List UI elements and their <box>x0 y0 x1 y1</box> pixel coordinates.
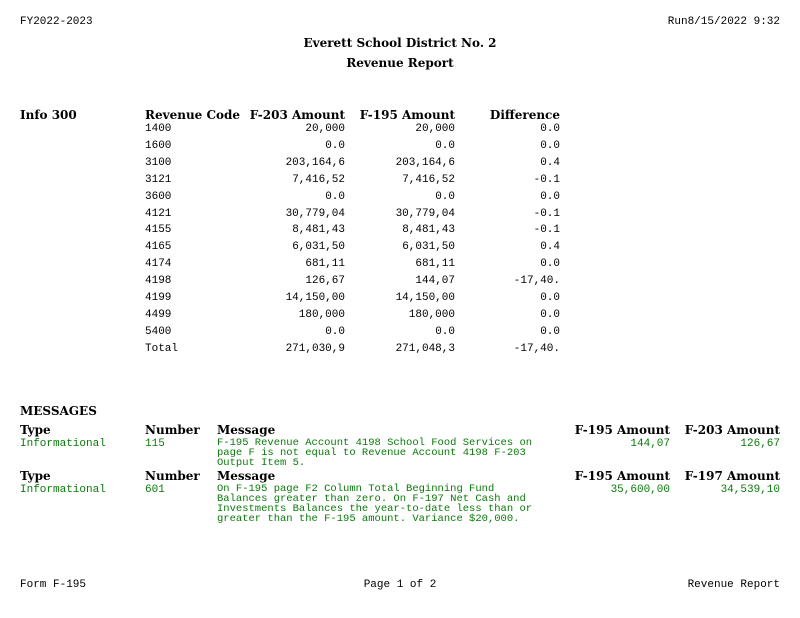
message-text-header: Message <box>217 423 276 437</box>
row-f203: 271,030,9 <box>285 342 345 355</box>
row-code: 5400 <box>145 325 172 338</box>
row-f195: 271,048,3 <box>395 342 455 355</box>
row-diff: 0.0 <box>540 123 560 135</box>
message-amount1: 35,600,00 <box>610 484 670 496</box>
row-code: 4198 <box>145 275 172 288</box>
row-f203: 20,000 <box>305 123 345 135</box>
row-code: 4499 <box>145 308 172 321</box>
row-diff: -17,40. <box>513 342 560 355</box>
col-code-header: Revenue Code <box>145 108 241 122</box>
message-text: F-195 Revenue Account 4198 School Food Services on page F is not equal to Revenue Account 4198 F-203 Output Item 5. <box>217 437 533 469</box>
message-amount2-header: F-203 Amount <box>684 423 780 437</box>
district-name: Everett School District No. 2 <box>303 36 497 50</box>
message-type-header: Type <box>20 423 51 437</box>
footer-form: Form F-195 <box>20 579 87 591</box>
col-info-header: Info 300 <box>20 108 77 122</box>
row-f195: 7,416,52 <box>402 173 455 186</box>
message-type: Informational <box>20 484 106 496</box>
message-amount2: 126,67 <box>740 438 780 450</box>
row-diff: 0.0 <box>540 190 560 203</box>
row-f195: 14,150,00 <box>395 292 455 304</box>
row-diff: 0.0 <box>540 258 560 271</box>
message-amount1: 144,07 <box>630 438 670 450</box>
row-f203: 6,031,50 <box>292 241 345 254</box>
row-f203: 203,164,6 <box>285 156 345 169</box>
row-diff: -17,40. <box>513 275 560 288</box>
row-diff: -0.1 <box>533 224 560 237</box>
row-code: 4165 <box>145 241 172 254</box>
message-number: 601 <box>145 484 165 496</box>
row-code: 4121 <box>145 207 172 220</box>
row-diff: 0.0 <box>540 139 560 152</box>
message-type: Informational <box>20 438 106 450</box>
row-f195: 681,11 <box>415 258 455 271</box>
message-amount1-header: F-195 Amount <box>574 423 670 437</box>
row-f203: 0.0 <box>325 139 345 152</box>
row-diff: 0.0 <box>540 325 560 338</box>
row-diff: 0.0 <box>540 292 560 304</box>
message-text-header: Message <box>217 469 276 483</box>
row-f203: 8,481,43 <box>292 224 345 237</box>
col-f195-header: F-195 Amount <box>359 108 455 122</box>
row-f195: 0.0 <box>435 190 455 203</box>
row-diff: 0.4 <box>540 241 560 254</box>
row-f195: 180,000 <box>408 308 455 321</box>
message-type-header: Type <box>20 469 51 483</box>
footer-report: Revenue Report <box>687 579 780 591</box>
row-f195: 20,000 <box>415 123 455 135</box>
row-f195: 8,481,43 <box>402 224 455 237</box>
message-amount1-header: F-195 Amount <box>574 469 670 483</box>
row-f203: 14,150,00 <box>285 292 345 304</box>
col-f203-header: F-203 Amount <box>249 108 345 122</box>
row-f195: 144,07 <box>415 275 455 288</box>
row-code: 4155 <box>145 224 172 237</box>
row-f203: 0.0 <box>325 190 345 203</box>
row-f203: 180,000 <box>298 308 345 321</box>
run-timestamp: Run8/15/2022 9:32 <box>667 16 780 28</box>
row-code: 3100 <box>145 156 172 169</box>
row-f195: 30,779,04 <box>395 207 455 220</box>
row-f203: 7,416,52 <box>292 173 345 186</box>
row-code: 1400 <box>145 123 172 135</box>
fiscal-year: FY2022-2023 <box>20 16 93 28</box>
row-f195: 6,031,50 <box>402 241 455 254</box>
footer-page: Page 1 of 2 <box>363 579 437 591</box>
row-code: 1600 <box>145 139 172 152</box>
message-text: On F-195 page F2 Column Total Beginning Fund Balances greater than zero. On F-197 Net Cash and Investments Balances the year-to-date less than or greater than the F-195 amount. Variance $20,000. <box>217 483 533 525</box>
row-f203: 126,67 <box>305 275 345 288</box>
row-diff: 0.0 <box>540 308 560 321</box>
row-f203: 30,779,04 <box>285 207 345 220</box>
row-code: 3600 <box>145 190 172 203</box>
message-amount2-header: F-197 Amount <box>684 469 780 483</box>
col-diff-header: Difference <box>489 108 560 122</box>
messages-title: MESSAGES <box>20 404 97 418</box>
row-diff: -0.1 <box>533 207 560 220</box>
row-code: 3121 <box>145 173 172 186</box>
row-code: 4199 <box>145 292 172 304</box>
row-f195: 0.0 <box>435 325 455 338</box>
message-number-header: Number <box>145 469 200 483</box>
row-f203: 0.0 <box>325 325 345 338</box>
row-f195: 0.0 <box>435 139 455 152</box>
report-title: Revenue Report <box>346 56 454 70</box>
message-number-header: Number <box>145 423 200 437</box>
row-f203: 681,11 <box>305 258 345 271</box>
message-amount2: 34,539,10 <box>720 484 780 496</box>
row-code: 4174 <box>145 258 172 271</box>
message-number: 115 <box>145 438 165 450</box>
row-code: Total <box>145 342 179 355</box>
row-diff: 0.4 <box>540 156 560 169</box>
row-diff: -0.1 <box>533 173 560 186</box>
row-f195: 203,164,6 <box>395 156 455 169</box>
